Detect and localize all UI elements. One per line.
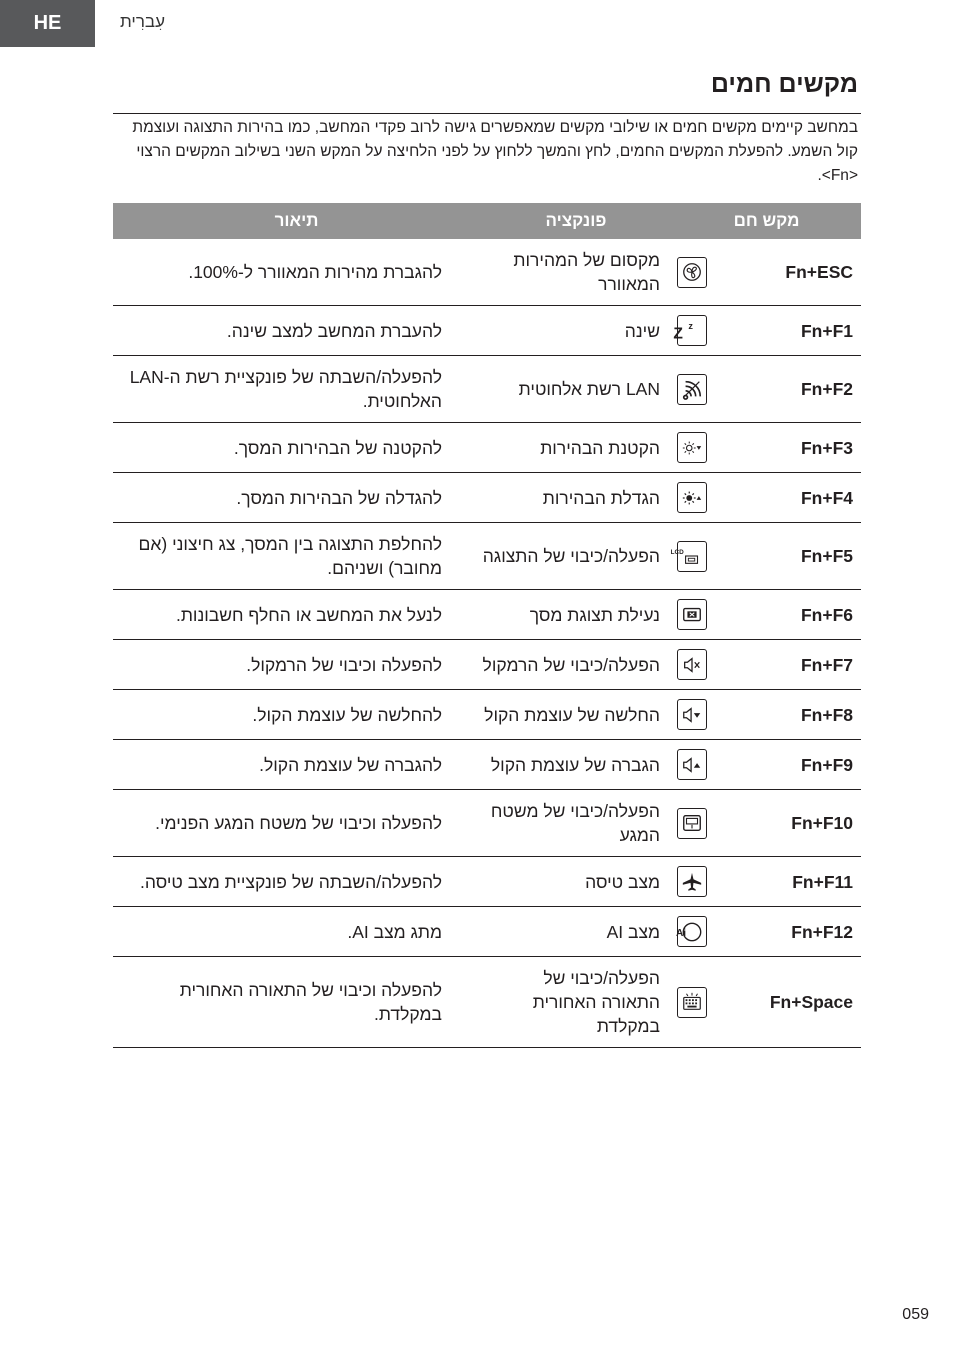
hotkey-label: Fn+F8: [712, 690, 861, 740]
hotkey-description: להפעלה/השבתה של פונקציית מצב טיסה.: [113, 857, 480, 907]
svg-text:Z: Z: [673, 324, 683, 342]
fan-icon: [677, 257, 707, 288]
table-row: [113, 907, 861, 957]
title-divider: [113, 113, 861, 114]
hotkey-label: Fn+F1: [712, 306, 861, 356]
header-description: תיאור: [113, 203, 480, 239]
svg-text:z: z: [688, 320, 693, 331]
hotkey-description: להגברת מהירות המאוורר ל-100%.: [113, 239, 480, 306]
keyboard-backlight-icon: [677, 987, 707, 1018]
screen-lock-icon: [677, 599, 707, 630]
hotkey-function: הגברה של עוצמת הקול: [480, 740, 672, 790]
language-name: עִברִית: [120, 12, 165, 31]
hotkey-label: Fn+F7: [712, 640, 861, 690]
hotkey-description: להגדלה של הבהירות המסך.: [113, 473, 480, 523]
hotkey-label: Fn+F6: [712, 590, 861, 640]
hotkey-function: מצב טיסה: [480, 857, 672, 907]
hotkeys-table: [113, 203, 861, 1048]
hotkey-function: נעילת תצוגת מסך: [480, 590, 672, 640]
hotkey-description: להחלשה של עוצמת הקול.: [113, 690, 480, 740]
hotkey-function: הפעלה/כיבוי של התצוגה: [480, 523, 672, 590]
hotkey-description: להפעלה/השבתה של פונקציית רשת ה-LAN האלחוטית.: [113, 356, 480, 423]
table-row: [113, 473, 861, 523]
hotkey-label: Fn+F12: [712, 907, 861, 957]
table-row: [113, 690, 861, 740]
hotkey-function: הפעלה/כיבוי של התאורה האחורית במקלדת: [480, 957, 672, 1048]
hotkey-function: מקסום של המהירות המאוורר: [480, 239, 672, 306]
header-function: פונקציה: [480, 203, 672, 239]
hotkey-label: Fn+ESC: [712, 239, 861, 306]
table-row: [113, 523, 861, 590]
hotkey-label: Fn+F11: [712, 857, 861, 907]
hotkey-label: Fn+F4: [712, 473, 861, 523]
language-tab: HE: [0, 0, 95, 47]
table-row: [113, 423, 861, 473]
table-row: [113, 239, 861, 306]
hotkey-description: להפעלה וכיבוי של משטח המגע הפנימי.: [113, 790, 480, 857]
hotkey-label: Fn+F2: [712, 356, 861, 423]
hotkey-description: להגברה של עוצמת הקול.: [113, 740, 480, 790]
ai-mode-icon: [677, 916, 707, 947]
table-row: [113, 740, 861, 790]
header-key: מקש חם: [672, 203, 861, 239]
table-row: [113, 306, 861, 356]
hotkey-description: להחלפת התצוגה בין המסך, צג חיצוני (אם מחובר) ושניהם.: [113, 523, 480, 590]
lcd-display-icon: [670, 541, 707, 572]
hotkey-function: החלשה של עוצמת הקול: [480, 690, 672, 740]
page-number: 059: [902, 1306, 929, 1323]
touchpad-icon: [677, 808, 707, 839]
airplane-icon: [677, 866, 707, 897]
hotkey-function: הפעלה/כיבוי של הרמקול: [480, 640, 672, 690]
hotkey-label: Fn+Space: [712, 957, 861, 1048]
hotkey-label: Fn+F3: [712, 423, 861, 473]
hotkey-description: לנעל את המחשב או החלף חשבונות.: [113, 590, 480, 640]
sleep-icon: [673, 315, 707, 346]
hotkey-function: שינה: [480, 306, 672, 356]
table-row: [113, 790, 861, 857]
brightness-up-icon: [677, 482, 707, 513]
hotkey-label: Fn+F10: [712, 790, 861, 857]
intro-paragraph: במחשב קיימים מקשים חמים או שילובי מקשים שמאפשרים גישה לרוב פקדי המחשב, כמו בהירות התצוגה ועוצמת קול השמע. להפעלת המקשים החמים, לחץ והמשך ללחוץ על לפני הלחיצה על המקש השני בשילוב המקשים הרצוי <Fn>.: [132, 119, 858, 184]
brightness-down-icon: [677, 432, 707, 463]
hotkey-function: הפעלה/כיבוי של משטח המגע: [480, 790, 672, 857]
wireless-lan-icon: [677, 374, 707, 405]
hotkey-description: מתג מצב AI.: [113, 907, 480, 957]
svg-text:LCD: LCD: [670, 549, 684, 557]
table-header-row: [113, 203, 861, 239]
hotkey-description: להעברת המחשב למצב שינה.: [113, 306, 480, 356]
speaker-mute-icon: [677, 649, 707, 680]
table-row: [113, 640, 861, 690]
table-row: [113, 857, 861, 907]
hotkey-description: להפעלה וכיבוי של הרמקול.: [113, 640, 480, 690]
hotkey-function: LAN רשת אלחוטית: [480, 356, 672, 423]
table-row: [113, 590, 861, 640]
hotkey-description: להקטנה של הבהירות המסך.: [113, 423, 480, 473]
hotkey-label: Fn+F5: [712, 523, 861, 590]
volume-up-icon: [677, 749, 707, 780]
svg-text:Ai: Ai: [675, 927, 687, 939]
table-row: [113, 957, 861, 1048]
hotkey-function: הגדלת הבהירות: [480, 473, 672, 523]
volume-down-icon: [677, 699, 707, 730]
hotkey-function: הקטנת הבהירות: [480, 423, 672, 473]
hotkey-label: Fn+F9: [712, 740, 861, 790]
section-title: מקשים חמים: [710, 70, 858, 98]
hotkey-description: להפעלה וכיבוי של התאורה האחורית במקלדת.: [113, 957, 480, 1048]
hotkey-function: מצב AI: [480, 907, 672, 957]
table-row: [113, 356, 861, 423]
